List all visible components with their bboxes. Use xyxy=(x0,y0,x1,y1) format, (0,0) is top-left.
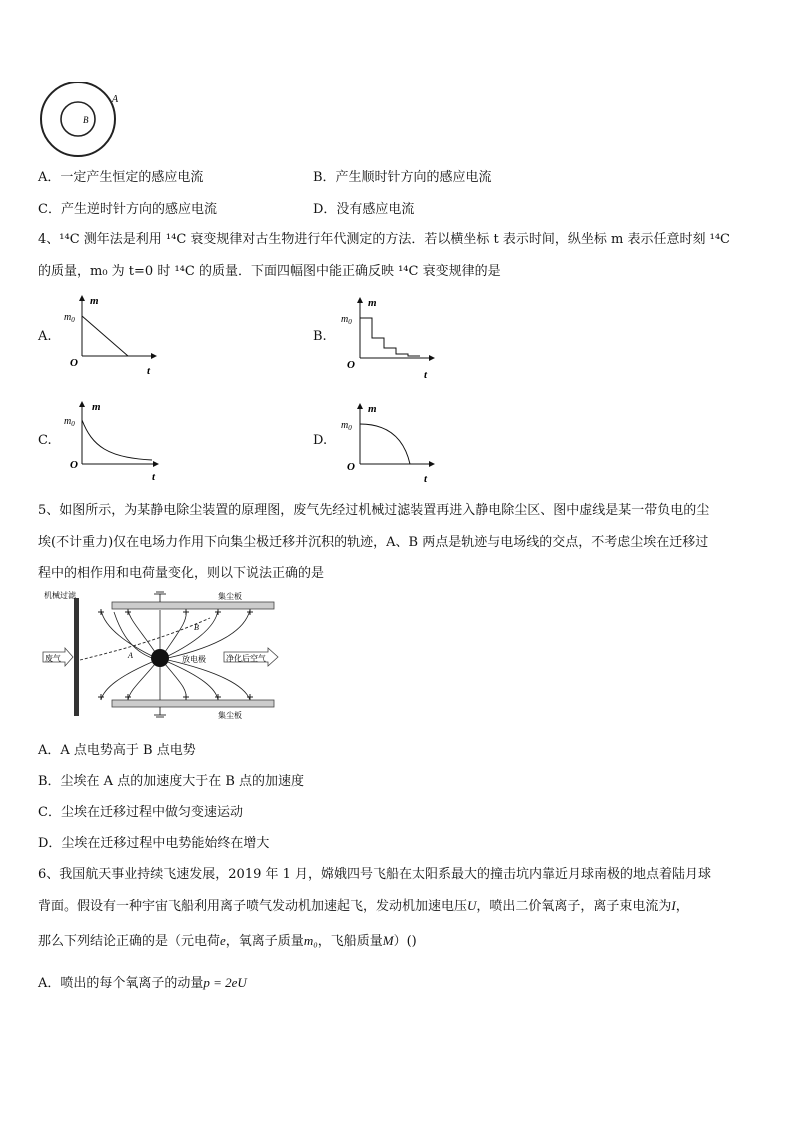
decay-curve xyxy=(82,316,128,356)
q5-option-a[interactable]: A．A 点电势高于 B 点电势 xyxy=(38,743,196,758)
mechanical-filter xyxy=(74,598,79,716)
label-a: A xyxy=(112,94,119,105)
svg-text:A: A xyxy=(128,651,133,660)
inner-circle-b xyxy=(61,102,95,136)
svg-text:B: B xyxy=(194,623,199,632)
label-b: B xyxy=(83,115,89,125)
svg-text:m0: $m_0$ xyxy=(341,314,352,326)
svg-text:放电极: 放电极 xyxy=(182,655,206,664)
q4-graph-c xyxy=(60,396,170,484)
svg-text:O: O xyxy=(347,359,355,371)
q4-option-b[interactable]: B. xyxy=(313,329,327,344)
dust-trajectory xyxy=(80,618,210,660)
outer-circle-a xyxy=(41,82,115,156)
top-collector-plate xyxy=(112,602,274,609)
svg-text:m: m xyxy=(92,401,101,413)
svg-text:O: O xyxy=(70,357,78,369)
bottom-collector-plate xyxy=(112,700,274,707)
svg-text:净化后空气: 净化后空气 xyxy=(226,654,266,663)
decay-curve xyxy=(360,318,420,356)
q4-option-a[interactable]: A. xyxy=(38,329,52,344)
q3-option-b[interactable]: B．产生顺时针方向的感应电流 xyxy=(313,170,492,185)
q5-option-d[interactable]: D．尘埃在迁移过程中电势能始终在增大 xyxy=(38,836,270,851)
q6-option-a[interactable]: A．喷出的每个氧离子的动量p = 2eU xyxy=(38,975,247,991)
svg-text:m0: $m_0$ xyxy=(341,420,352,432)
q3-option-c[interactable]: C．产生逆时针方向的感应电流 xyxy=(38,202,217,217)
q5-option-b[interactable]: B．尘埃在 A 点的加速度大于在 B 点的加速度 xyxy=(38,774,305,789)
q5-precipitator-figure xyxy=(40,590,290,722)
svg-text:t: t xyxy=(424,369,428,381)
svg-text:集尘板: 集尘板 xyxy=(218,711,242,720)
q5-option-c[interactable]: C．尘埃在迁移过程中做匀变速运动 xyxy=(38,805,243,820)
svg-text:O: O xyxy=(347,461,355,473)
q4-graph-d xyxy=(338,398,448,486)
q4-option-c[interactable]: C. xyxy=(38,433,52,448)
q3-option-d[interactable]: D．没有感应电流 xyxy=(313,202,415,217)
discharge-electrode xyxy=(151,649,169,667)
q4-option-d[interactable]: D. xyxy=(313,433,328,448)
q5-stem-line3: 程中的相作用和电荷量变化，则以下说法正确的是 xyxy=(38,566,325,581)
q6-stem-line3: 那么下列结论正确的是（元电荷e，氧离子质量m₀，飞船质量M）() xyxy=(38,933,417,949)
svg-text:m: m xyxy=(368,297,377,309)
filter-label: 机械过滤 xyxy=(44,591,76,600)
svg-text:m0: $m_0$ xyxy=(64,416,75,428)
svg-text:t: t xyxy=(152,471,156,483)
decay-curve xyxy=(360,424,410,464)
plus-signs-bottom xyxy=(98,694,253,700)
q4-graph-b xyxy=(338,294,448,382)
q5-stem-line1: 5、如图所示，为某静电除尘装置的原理图，废气先经过机械过滤装置再进入静电除尘区、图中虚线是某一带负电的尘 xyxy=(38,503,710,518)
svg-text:O: O xyxy=(70,459,78,471)
svg-text:m0: $m_0$ xyxy=(64,312,75,324)
svg-text:t: t xyxy=(424,473,428,485)
q4-stem-line2: 的质量，m₀ 为 t=0 时 ¹⁴C 的质量．下面四幅图中能正确反映 ¹⁴C 衰变规律的是 xyxy=(38,264,501,279)
q4-graph-a xyxy=(60,292,170,380)
plus-signs-top xyxy=(98,609,253,615)
svg-text:t: t xyxy=(147,365,151,377)
svg-text:m: m xyxy=(90,295,99,307)
decay-curve xyxy=(82,420,152,460)
q4-stem-line1: 4、¹⁴C 测年法是利用 ¹⁴C 衰变规律对古生物进行年代测定的方法．若以横坐标 t 表示时间，纵坐标 m 表示任意时刻 ¹⁴C xyxy=(38,232,730,247)
q3-circles-figure xyxy=(36,82,136,162)
svg-text:集尘板: 集尘板 xyxy=(218,592,242,601)
svg-text:m: m xyxy=(368,403,377,415)
svg-text:废气: 废气 xyxy=(45,654,61,663)
q6-stem-line1: 6、我国航天事业持续飞速发展，2019 年 1 月，嫦娥四号飞船在太阳系最大的撞击坑内靠近月球南极的地点着陆月球 xyxy=(38,867,712,882)
q3-option-a[interactable]: A．一定产生恒定的感应电流 xyxy=(38,170,204,185)
q5-stem-line2: 埃(不计重力)仅在电场力作用下向集尘极迁移并沉积的轨迹，A、B 两点是轨迹与电场线的交点，不考虑尘埃在迁移过 xyxy=(38,535,709,550)
q6-stem-line2: 背面。假设有一种宇宙飞船利用离子喷气发动机加速起飞，发动机加速电压U，喷出二价氧离子，离子束电流为I， xyxy=(38,898,689,914)
